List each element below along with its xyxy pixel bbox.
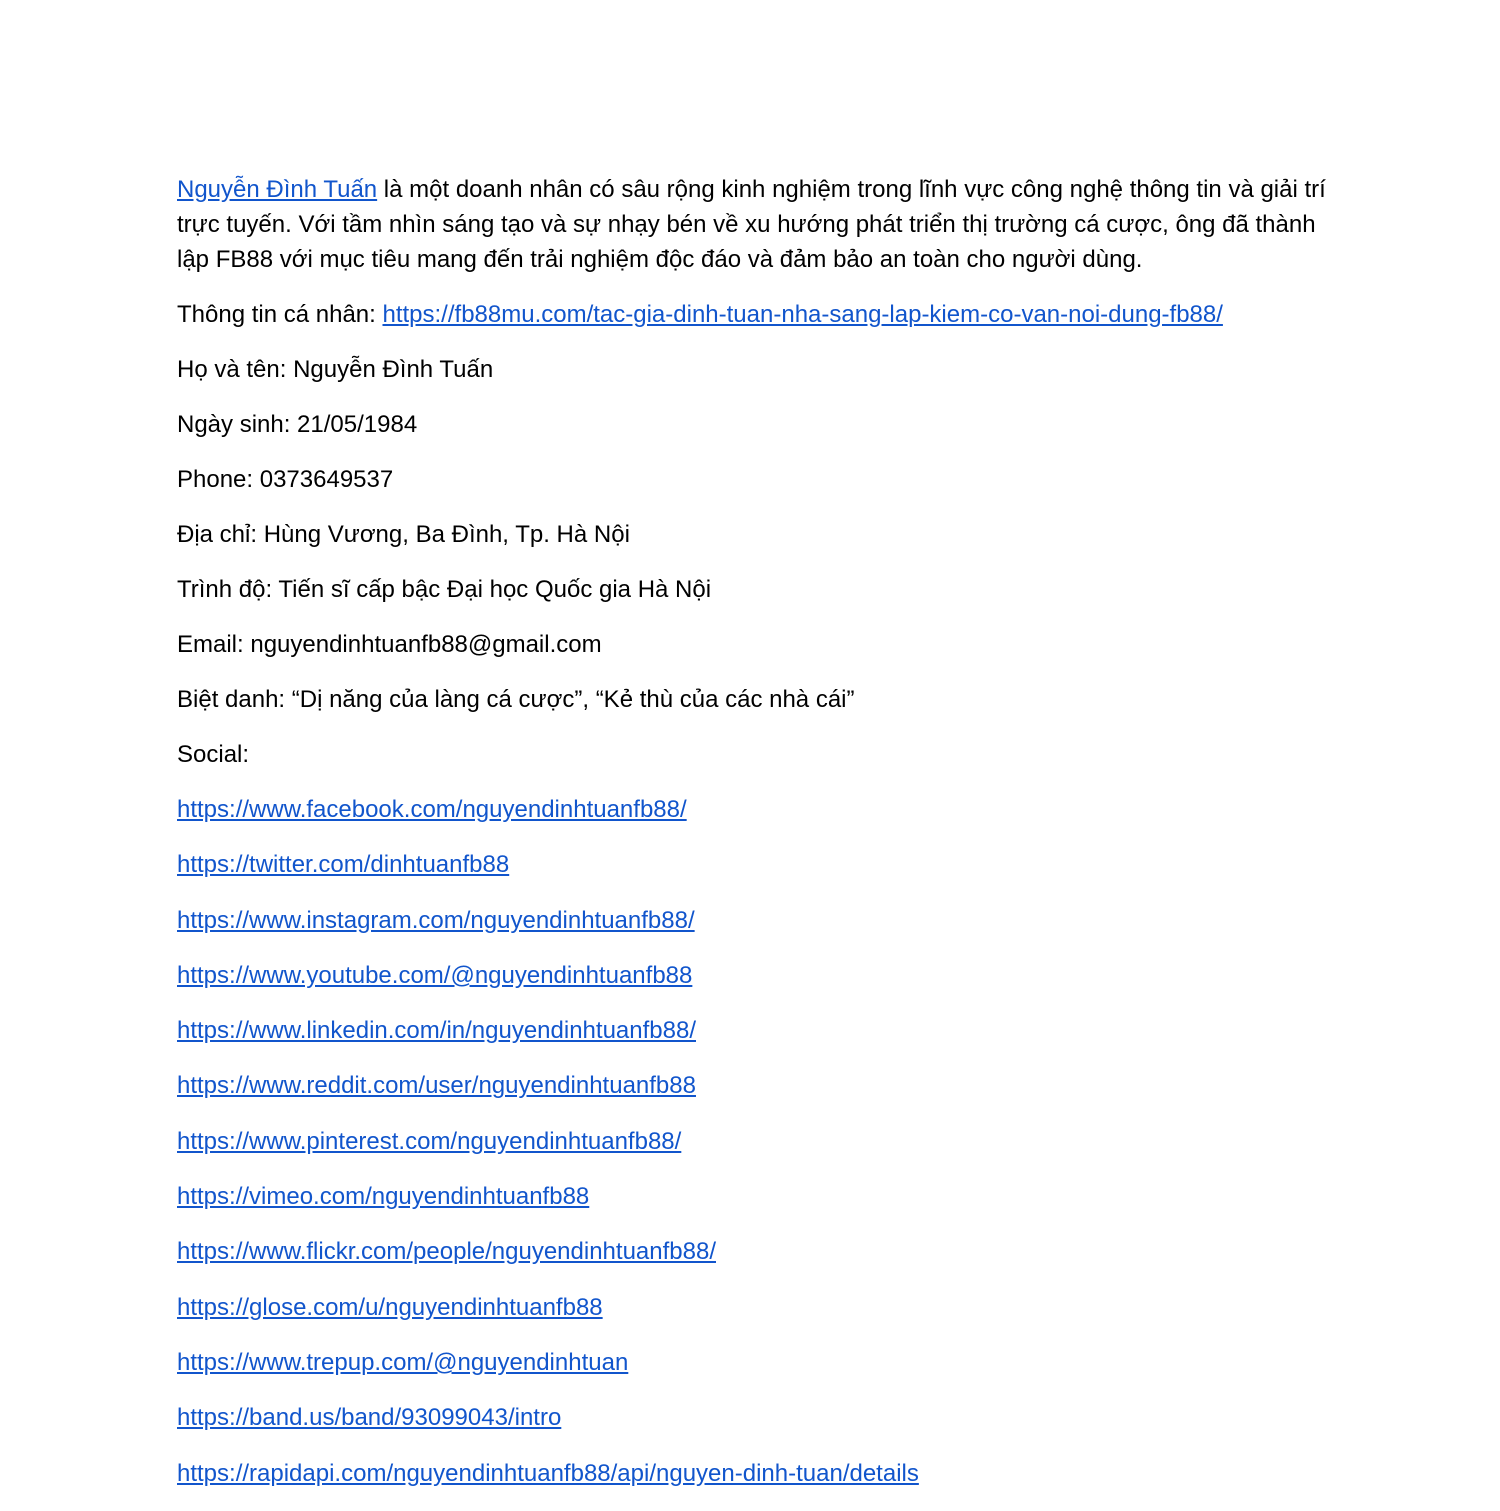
social-link-item xyxy=(177,847,1327,882)
phone: Phone: 0373649537 xyxy=(177,466,394,493)
vimeo-link[interactable]: https://vimeo.com/nguyendinhtuanfb88 xyxy=(177,1183,590,1211)
social-link-item xyxy=(177,1013,1327,1048)
linkedin-link[interactable]: https://www.linkedin.com/in/nguyendinhtuanfb88/ xyxy=(177,1017,696,1045)
youtube-link[interactable]: https://www.youtube.com/@nguyendinhtuanfb88 xyxy=(177,961,693,989)
pinterest-link[interactable]: https://www.pinterest.com/nguyendinhtuanfb88/ xyxy=(177,1127,682,1155)
social-link-item xyxy=(177,1290,1327,1325)
document-page xyxy=(177,172,1327,1511)
intro-paragraph xyxy=(177,172,1327,277)
glose-link[interactable]: https://glose.com/u/nguyendinhtuanfb88 xyxy=(177,1293,603,1321)
personal-info-link[interactable]: https://fb88mu.com/tac-gia-dinh-tuan-nha-sang-lap-kiem-co-van-noi-dung-fb88/ xyxy=(382,301,1223,328)
rapidapi-link[interactable]: https://rapidapi.com/nguyendinhtuanfb88/api/nguyen-dinh-tuan/details xyxy=(177,1459,919,1487)
social-link-item xyxy=(177,1124,1327,1159)
social-link-item xyxy=(177,1345,1327,1380)
birthday: Ngày sinh: 21/05/1984 xyxy=(177,411,418,438)
social-link-item xyxy=(177,1400,1327,1435)
intro-text: là một doanh nhân có sâu rộng kinh nghiệm trong lĩnh vực công nghệ thông tin và giải trí trực tuyến. Với tầm nhìn sáng tạo và sự nhạy bén về xu hướng phát triển thị trường cá cược, ông đã thành lập FB88 với mục tiêu mang đến trải nghiệm độc đáo và đảm bảo an toàn cho người dùng. xyxy=(177,176,1326,273)
full-name: Họ và tên: Nguyễn Đình Tuấn xyxy=(177,356,494,383)
social-link-item xyxy=(177,1456,1327,1491)
personal-info-label: Thông tin cá nhân: xyxy=(177,301,383,328)
nickname: Biệt danh: “Dị năng của làng cá cược”, “Kẻ thù của các nhà cái” xyxy=(177,686,855,713)
social-link-item xyxy=(177,1068,1327,1103)
education: Trình độ: Tiến sĩ cấp bậc Đại học Quốc gia Hà Nội xyxy=(177,576,712,603)
author-link[interactable]: Nguyễn Đình Tuấn xyxy=(177,176,378,203)
social-label: Social: xyxy=(177,741,250,768)
social-link-item xyxy=(177,1179,1327,1214)
address: Địa chỉ: Hùng Vương, Ba Đình, Tp. Hà Nội xyxy=(177,521,630,548)
personal-info-line xyxy=(177,297,1327,332)
trepup-link[interactable]: https://www.trepup.com/@nguyendinhtuan xyxy=(177,1348,629,1376)
social-link-item xyxy=(177,792,1327,827)
social-link-item xyxy=(177,958,1327,993)
social-link-item xyxy=(177,1234,1327,1269)
instagram-link[interactable]: https://www.instagram.com/nguyendinhtuanfb88/ xyxy=(177,906,695,934)
flickr-link[interactable]: https://www.flickr.com/people/nguyendinhtuanfb88/ xyxy=(177,1238,716,1266)
facebook-link[interactable]: https://www.facebook.com/nguyendinhtuanfb88/ xyxy=(177,796,687,823)
reddit-link[interactable]: https://www.reddit.com/user/nguyendinhtuanfb88 xyxy=(177,1072,696,1100)
band-link[interactable]: https://band.us/band/93099043/intro xyxy=(177,1404,562,1432)
social-link-item xyxy=(177,903,1327,938)
twitter-link[interactable]: https://twitter.com/dinhtuanfb88 xyxy=(177,851,510,879)
email: Email: nguyendinhtuanfb88@gmail.com xyxy=(177,631,602,658)
social-links-list xyxy=(177,792,1327,1491)
